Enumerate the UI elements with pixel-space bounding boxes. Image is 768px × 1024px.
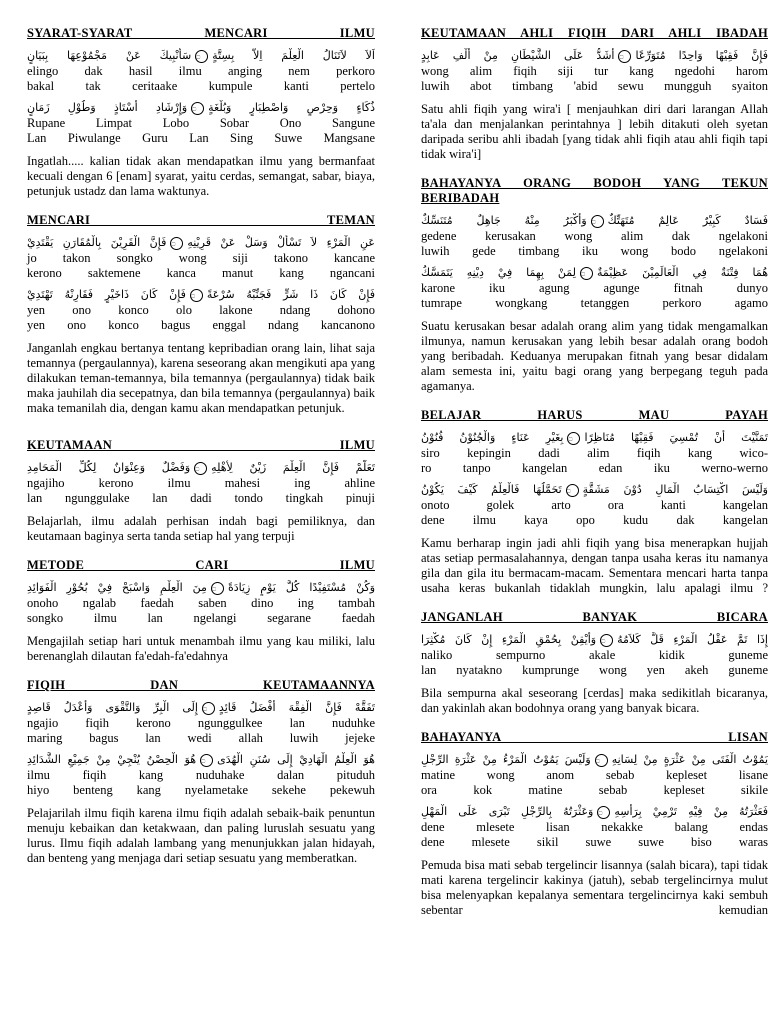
explanation-paragraph: Belajarlah, ilmu adalah perhisan indah bagi pemiliknya, dan keutamaan baginya serta tanda setiap hal yang terpuji: [27, 514, 375, 543]
transliteration-line: siro kepingin dadi alim fiqih kang wico-: [421, 446, 768, 460]
verse: [27, 235, 375, 281]
section-heading: METODE CARI ILMU: [27, 558, 375, 572]
explanation-paragraph: Mengajilah setiap hari untuk menambah ilmu yang kau miliki, lalu berenanglah dilautan fa'edah-fa'edahnya: [27, 634, 375, 663]
transliteration-line: ilmu fiqih kang nuduhake dalan pituduh: [27, 768, 375, 782]
arabic-verse-line: فَإِنَّ فَقِيْهًا وَاحِدًا مُتَوَرِّعًا۝أَشَدُّ عَلَى الشَّيْطَانِ مِنْ أَلْفِ عَابِدٍ: [421, 49, 768, 62]
verse: [27, 287, 375, 333]
explanation-paragraph: Suatu kerusakan besar adalah orang alim yang tidak mengamalkan ilmunya, namun kerusakan yang lebih besar adalah orang bodoh yang beribadah. Keduanya merupakan fitnah yang besar didalam alam semesta ini, yaitu bagi orang yang berpegang teguh pada agamanya.: [421, 319, 768, 393]
verse-separator-icon: ۝: [600, 634, 613, 647]
verse: [421, 265, 768, 311]
verse: [27, 700, 375, 746]
transliteration-line: ora kok matine sebab kepleset sikile: [421, 783, 768, 797]
transliteration-line: dene mlesete lisan nekakke balang endas: [421, 820, 768, 834]
verse-separator-icon: ۝: [170, 237, 183, 250]
transliteration-line: onoto golek arto ora kanti kangelan: [421, 498, 768, 512]
verse: [421, 632, 768, 678]
transliteration-line: yen ono konco olo lakone ndang dohono: [27, 303, 375, 317]
section-ahli-fiqih: [421, 26, 768, 162]
transliteration-line: bakal tak ceritaake kumpule kanti pertelo: [27, 79, 375, 93]
arabic-verse-line: فَسَادٌ كَبِيْرٌ عَالِمٌ مُتَهَتِّكٌ۝وَأَكْبَرُ مِنْهُ جَاهِلٌ مُتَنَسِّكٌ: [421, 214, 768, 227]
explanation-paragraph: Janganlah engkau bertanya tentang kepribadian orang lain, lihat saja temannya (pergaulannya), karena seseorang akan mengikuti apa yang dilakukan teman-temannya, bila temannya (pergaulannya) tidak baik maka jauhilah dia secepatnya, dan bila temannya (pergaulannya) baik maka temanilah dia, dengan kamu akan mendapatkan petunjuk.: [27, 341, 375, 415]
verse: [421, 213, 768, 259]
transliteration-line: lan ngunggulake lan dadi tondo tingkah pinuji: [27, 491, 375, 505]
transliteration-line: jo takon songko wong siji takono kancane: [27, 251, 375, 265]
verse-separator-icon: ۝: [194, 462, 207, 475]
verse: [421, 430, 768, 476]
verse-separator-icon: ۝: [195, 50, 208, 63]
verse-separator-icon: ۝: [595, 754, 608, 767]
section-heading: FIQIH DAN KEUTAMAANNYA: [27, 678, 375, 692]
section-belajar: [421, 408, 768, 596]
transliteration-line: Rupane Limpat Lobo Sobar Ono Sangune: [27, 116, 375, 130]
transliteration-line: dene mlesete sikil suwe suwe biso waras: [421, 835, 768, 849]
section-heading: JANGANLAH BANYAK BICARA: [421, 610, 768, 624]
section-heading: BELAJAR HARUS MAU PAYAH: [421, 408, 768, 422]
arabic-verse-line: هُمَا فِتْنَةٌ فِي الْعَالَمِيْنَ عَظِيْمَةٌ۝لِمَنْ بِهِمَا فِيْ دِيْنِهِ يَتَمَسَّكُ: [421, 266, 768, 279]
explanation-paragraph: Kamu berharap ingin jadi ahli fiqih yang bisa menerapkan hujjah atas setiap permasalahannya, dengan tanpa usaha keras itu namanya gila dan gila itu bermacam-macam. Sementara mencari harta tanpa usaha keras bukanlah tidaklah mungkin, lalu apalagi ilmu ?: [421, 536, 768, 595]
verse-separator-icon: ۝: [211, 582, 224, 595]
transliteration-line: kerono saktemene kanca manut kang ngancani: [27, 266, 375, 280]
verse: [27, 460, 375, 506]
verse-separator-icon: ۝: [190, 289, 203, 302]
transliteration-line: karone iku agung agunge fitnah dunyo: [421, 281, 768, 295]
verse-separator-icon: ۝: [580, 267, 593, 280]
section-heading: MENCARI TEMAN: [27, 213, 375, 227]
explanation-paragraph: Satu ahli fiqih yang wira'i [ menjauhkan diri dari larangan Allah ta'ala dan menjalankan perintahnya ] lebih ditakuti oleh syetan daripada seribu ahli ibadah [yang tidak ahli fiqih atau ahli fiqih tapi tidak wira'i]: [421, 102, 768, 161]
arabic-verse-line: يَمُوْتُ الْفَتَى مِنْ عَثْرَةٍ مِنْ لِسَانِهِ۝وَلَيْسَ يَمُوْتُ الْمَرْءُ مِنْ عَثْرَةِ الرِّجْلِ: [421, 753, 768, 766]
section-keutamaan: [27, 438, 375, 544]
transliteration-line: gedene kerusakan wong alim dak ngelakoni: [421, 229, 768, 243]
transliteration-line: songko ilmu lan ngelangi segarane faedah: [27, 611, 375, 625]
transliteration-line: yen ono konco bagus enggal ndang kancanono: [27, 318, 375, 332]
section-heading: BAHAYANYA LISAN: [421, 730, 768, 744]
transliteration-line: elingo dak hasil ilmu anging nem perkoro: [27, 64, 375, 78]
transliteration-line: hiyo benteng kang nyelametake sekehe pekewuh: [27, 783, 375, 797]
verse: [421, 482, 768, 528]
section-teman: [27, 213, 375, 416]
transliteration-line: Lan Piwulange Guru Lan Sing Suwe Mangsane: [27, 131, 375, 145]
arabic-verse-line: تَمَنَّيْتَ أَنْ تُمْسِيَ فَقِيْهًا مُنَاظِرًا۝بِغَيْرِ عَنَاءٍ وَالْجُنُوْنُ فُنُوْنُ: [421, 431, 768, 444]
transliteration-line: onoho ngalab faedah saben dino ing tambah: [27, 596, 375, 610]
section-orang-bodoh: [421, 176, 768, 394]
arabic-verse-line: تَعَلَّمْ فَإِنَّ الْعِلْمَ زَيْنٌ لِأَهْلِهِ۝وَفَضْلٌ وَعِنْوَانٌ لِكُلِّ الْمَحَامِدِ: [27, 461, 375, 474]
transliteration-line: dene ilmu kaya opo kudu dak kangelan: [421, 513, 768, 527]
transliteration-line: tumrape wongkang tetanggen perkoro agamo: [421, 296, 768, 310]
transliteration-line: matine wong anom sebab kepleset lisane: [421, 768, 768, 782]
arabic-verse-line: فَعَثْرَتُهُ مِنْ فِيْهِ تَرْمِيْ بِرَأْسِهِ۝وَعَثْرَتُهُ بِالرِّجْلِ تَبْرَى عَلَى الْمَهْلِ: [421, 805, 768, 818]
arabic-verse-line: هُوَ الْعِلْمُ الْهَادِيْ إِلَى سُنَنِ الْهُدَى۝هُوَ الْحِصْنُ يُنْجِيْ مِنْ جَمِيْعِ الشَّدَائِدِ: [27, 753, 375, 766]
explanation-paragraph: Ingatlah..... kalian tidak akan mendapatkan ilmu yang bermanfaat kecuali dengan 6 [enam] syarat, yaitu cerdas, semangat, sabar, biaya, petunjuk ustadz dan lama waktunya.: [27, 154, 375, 198]
verse: [421, 48, 768, 94]
section-heading: BAHAYANYA ORANG BODOH YANG TEKUN BERIBADAH: [421, 176, 768, 205]
transliteration-line: ro tanpo kangelan edan iku werno-werno: [421, 461, 768, 475]
transliteration-line: wong alim fiqih siji tur kang ngedohi harom: [421, 64, 768, 78]
transliteration-line: maring bagus lan wedi allah luwih jejeke: [27, 731, 375, 745]
explanation-paragraph: Pelajarilah ilmu fiqih karena ilmu fiqih adalah sebaik-baik penuntun menuju kebaikan dan ketakwaan, dan paling luruslah sesuatu yang lurus. Ilmu fiqih adalah lambang yang menunjukkan jalan hidayah, dan benteng yang menjaga dari setiap sesuatu yang memberatkan.: [27, 806, 375, 865]
transliteration-line: luwih gede timbang iku wong bodo ngelakoni: [421, 244, 768, 258]
arabic-verse-line: تَفَقَّهْ فَإِنَّ الْفِقْهَ أَفْضَلُ قَائِدٍ۝إِلَى الْبِرِّ وَالتَّقْوَى وَأَعْدَلُ قَاصِدٍ: [27, 701, 375, 714]
explanation-paragraph: Bila sempurna akal seseorang [cerdas] maka sedikitlah bicaranya, dan yakinlah akan bodohnya orang yang banyak bicara.: [421, 686, 768, 715]
verse: [421, 752, 768, 798]
left-column: [27, 26, 375, 880]
explanation-paragraph: Pemuda bisa mati sebab tergelincir lisannya (salah bicara), tapi tidak mati karena tergelincir kakinya (jatuh), sebab tergelincirnya mulut bisa melenyapkan kepalanya sementara tergelincirnya kaki sembuh sebentar kemudian: [421, 858, 768, 917]
section-metode: [27, 558, 375, 664]
arabic-verse-line: فَإِنْ كَانَ ذَا شَرٍّ فَجَنِّبْهُ سُرْعَةً۝فَإِنْ كَانَ ذَاخَيْرٍ فَقَارِنْهُ تَهْتَدِيْ: [27, 288, 375, 301]
verse-separator-icon: ۝: [618, 50, 631, 63]
verse-separator-icon: ۝: [202, 702, 215, 715]
verse-separator-icon: ۝: [191, 102, 204, 115]
verse-separator-icon: ۝: [566, 484, 579, 497]
right-column: [421, 26, 768, 932]
verse: [27, 48, 375, 94]
arabic-verse-line: وَلَيْسَ اكْتِسَابُ الْمَالِ دُوْنَ مَشَقَّةٍ۝تَحَمَّلُهَا فَالْعِلْمُ كَيْفَ يَكُوْنُ: [421, 483, 768, 496]
verse: [27, 752, 375, 798]
verse-separator-icon: ۝: [597, 806, 610, 819]
verse: [421, 804, 768, 850]
verse: [27, 100, 375, 146]
transliteration-line: ngajiho kerono ilmu mahesi ing ahline: [27, 476, 375, 490]
section-heading: KEUTAMAAN AHLI FIQIH DARI AHLI IBADAH: [421, 26, 768, 40]
arabic-verse-line: وَكُنْ مُسْتَفِيْدًا كُلَّ يَوْمٍ زِيَادَةً۝مِنَ الْعِلْمِ وَاسْبَحْ فِيْ بُحُوْرِ الْفَوَائِدِ: [27, 581, 375, 594]
arabic-verse-line: ذُكَاءٍ وَحِرْصٍ وَاصْطِبَارٍ وَبُلْغَةٍ۝وَإِرْشَادِ أُسْتَاذٍ وَطُوْلِ زَمَانٍ: [27, 101, 375, 114]
section-bicara: [421, 610, 768, 716]
verse-separator-icon: ۝: [200, 754, 213, 767]
section-fiqih: [27, 678, 375, 866]
transliteration-line: naliko sempurno akale kidik guneme: [421, 648, 768, 662]
arabic-verse-line: اَلاَ لاَتَنَالُ الْعِلْمَ اِلاَّ بِسِتَّةٍ۝سَأُنْبِيكَ عَنْ مَجْمُوْعِهَا بِبَيَانٍ: [27, 49, 375, 62]
transliteration-line: luwih abot timbang 'abid sewu mungguh syaiton: [421, 79, 768, 93]
section-lisan: [421, 730, 768, 918]
section-syarat: [27, 26, 375, 199]
verse-separator-icon: ۝: [591, 215, 604, 228]
arabic-verse-line: عَنِ الْمَرْءِ لاَ تَسْأَلْ وَسَلْ عَنْ قَرِيْنِهِ۝فَإِنَّ الْقَرِيْنَ بِالْمُقَارَنِ يَقْتَدِيْ: [27, 236, 375, 249]
transliteration-line: lan nyatakno kumprunge wong yen akeh guneme: [421, 663, 768, 677]
section-heading: KEUTAMAAN ILMU: [27, 438, 375, 452]
verse: [27, 580, 375, 626]
transliteration-line: ngajio fiqih kerono ngunggulkee lan nuduhke: [27, 716, 375, 730]
verse-separator-icon: ۝: [567, 432, 580, 445]
section-heading: SYARAT-SYARAT MENCARI ILMU: [27, 26, 375, 40]
arabic-verse-line: إِذَا تَمَّ عَقْلُ الْمَرْءِ قَلَّ كَلاَمُهُ۝وَأَيْقِنْ بِحُمْقِ الْمَرْءِ إِنْ كَانَ مُكْثِرَا: [421, 633, 768, 646]
